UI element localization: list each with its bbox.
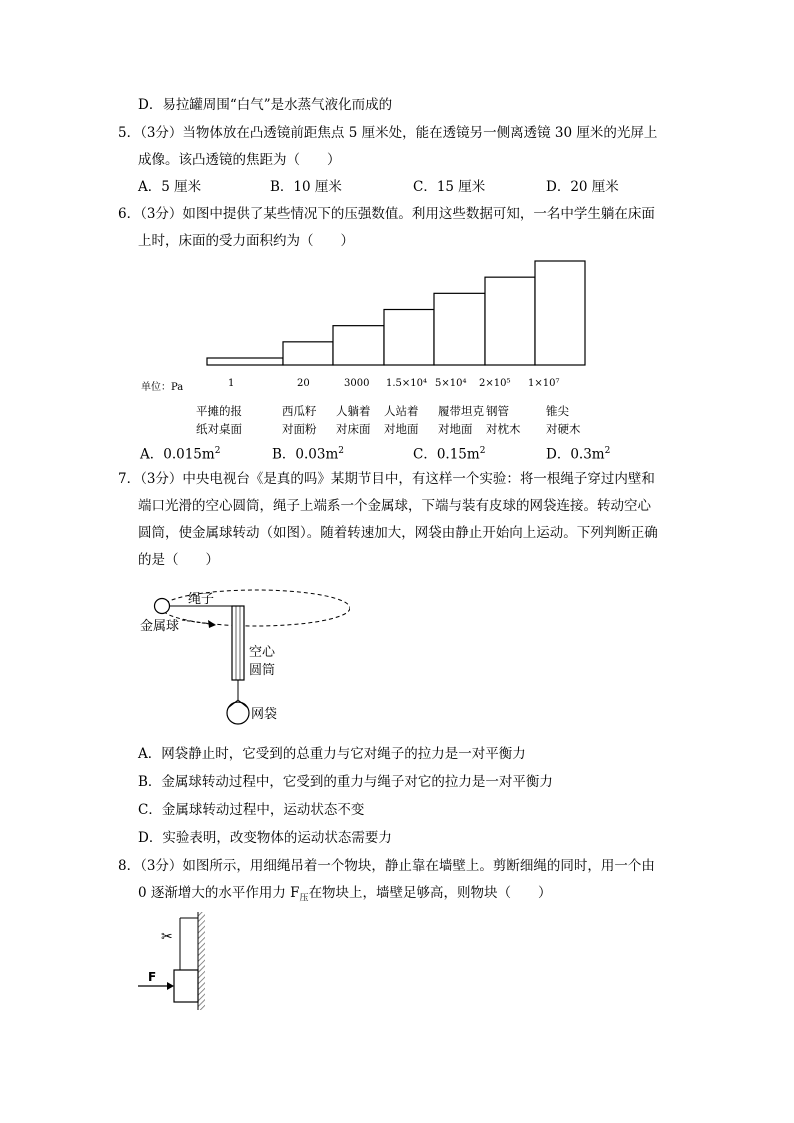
- chart-tick-label-1: 20: [297, 378, 310, 389]
- q5-stem-line2: 成像。该凸透镜的焦距为（ ）: [138, 152, 341, 168]
- arrowhead-icon: [167, 982, 174, 990]
- chart-bar-3: [384, 310, 434, 366]
- chart-tick-label-6: 1×10⁷: [528, 378, 560, 389]
- wall-block-figure: [130, 910, 230, 1015]
- q5-option-a: A．5 厘米: [138, 179, 202, 195]
- q6-option-b: B．$0.03m^2$: [272, 446, 345, 463]
- q6-option-d: D．$0.3m^2$: [546, 446, 611, 463]
- q5-option-d: D．20 厘米: [546, 179, 619, 195]
- q6-option-c: C．$0.15m^2$: [413, 446, 486, 463]
- chart-category-label-1-0: 西瓜籽: [282, 404, 317, 418]
- chart-category-label-2-0: 人躺着: [336, 404, 371, 418]
- label-force: F: [148, 970, 157, 984]
- chart-tick-label-3: 1.5×10⁴: [386, 378, 428, 389]
- net-bag: [227, 702, 249, 724]
- chart-tick-label-5: 2×10⁵: [479, 378, 511, 389]
- q8-stem-line2: 0 逐渐增大的水平作用力 $F_压$在物块上，墙壁足够高，则物块（ ）: [138, 885, 552, 904]
- chart-bar-5: [485, 277, 535, 365]
- label-tube-2: 圆筒: [249, 663, 276, 678]
- chart-category-label-1-1: 对面粉: [282, 422, 317, 436]
- q5-stem-line1: 5．（3分）当物体放在凸透镜前距焦点 5 厘米处，能在透镜另一侧离透镜 30 厘米的光屏上: [118, 125, 658, 141]
- wall: [198, 912, 205, 1010]
- chart-category-label-4-0: 履带坦克: [438, 404, 484, 418]
- block: [174, 970, 198, 1002]
- q7-option-d: D．实验表明，改变物体的运动状态需要力: [138, 830, 392, 846]
- chart-category-label-5-1: 对枕木: [486, 422, 521, 436]
- q7-stem-line1: 7．（3分）中央电视台《是真的吗》某期节目中，有这样一个实验：将一根绳子穿过内壁和: [118, 471, 655, 487]
- label-net-bag: 网袋: [251, 707, 278, 722]
- chart-bar-1: [283, 342, 333, 365]
- chart-tick-label-0: 1: [228, 378, 235, 389]
- q7-option-c: C．金属球转动过程中，运动状态不变: [138, 802, 365, 818]
- q6-stem-line1: 6．（3分）如图中提供了某些情况下的压强数值。利用这些数据可知，一名中学生躺在床面: [118, 206, 655, 222]
- spinning-tube-figure: [130, 582, 350, 742]
- q5-option-b: B．10 厘米: [270, 179, 342, 195]
- label-metal-ball: 金属球: [140, 619, 180, 634]
- q5-option-c: C．15 厘米: [413, 179, 486, 195]
- arrow-icon: [208, 620, 216, 628]
- chart-category-label-0-0: 平摊的报: [196, 404, 242, 418]
- q7-option-b: B．金属球转动过程中，它受到的重力与绳子对它的拉力是一对平衡力: [138, 774, 553, 790]
- pressure-chart: [0, 256, 794, 376]
- scissors-icon: ✂: [161, 929, 173, 945]
- chart-category-label-4-1: 对地面: [438, 422, 473, 436]
- q8-stem-line1: 8．（3分）如图所示，用细绳吊着一个物块，静止靠在墙壁上。剪断细绳的同时，用一个由: [118, 858, 655, 874]
- q7-option-a: A．网袋静止时，它受到的总重力与它对绳子的拉力是一对平衡力: [138, 746, 526, 762]
- chart-tick-label-4: 5×10⁴: [435, 378, 467, 389]
- q4-option-d: D．易拉罐周围“白气”是水蒸气液化而成的: [138, 97, 393, 113]
- metal-ball: [155, 599, 170, 614]
- chart-bar-0: [207, 358, 283, 365]
- chart-category-label-2-1: 对床面: [336, 422, 371, 436]
- q7-stem-line3: 圆筒，使金属球转动（如图）。随着转速加大，网袋由静止开始向上运动。下列判断正确: [138, 525, 658, 541]
- chart-category-label-3-0: 人站着: [384, 404, 419, 418]
- chart-unit-label: 单位：Pa: [141, 382, 184, 393]
- chart-category-label-6-1: 对硬木: [546, 422, 581, 436]
- q6-stem-line2: 上时，床面的受力面积约为（ ）: [138, 233, 354, 249]
- q7-stem-line4: 的是（ ）: [138, 552, 219, 568]
- q7-stem-line2: 端口光滑的空心圆筒，绳子上端系一个金属球，下端与装有皮球的网袋连接。转动空心: [138, 498, 651, 514]
- q6-option-a: A．$0.015m^2$: [140, 446, 221, 463]
- chart-bar-6: [535, 261, 585, 365]
- chart-category-label-5-0: 钢管: [486, 404, 509, 418]
- chart-bar-4: [434, 293, 485, 365]
- label-tube-1: 空心: [249, 645, 276, 660]
- chart-bar-2: [333, 326, 384, 365]
- chart-category-label-0-1: 纸对桌面: [196, 422, 242, 436]
- label-rope: 绳子: [188, 592, 215, 607]
- chart-category-label-6-0: 锥尖: [546, 404, 569, 418]
- chart-tick-label-2: 3000: [344, 378, 370, 389]
- chart-category-label-3-1: 对地面: [384, 422, 419, 436]
- hollow-tube: [232, 606, 244, 680]
